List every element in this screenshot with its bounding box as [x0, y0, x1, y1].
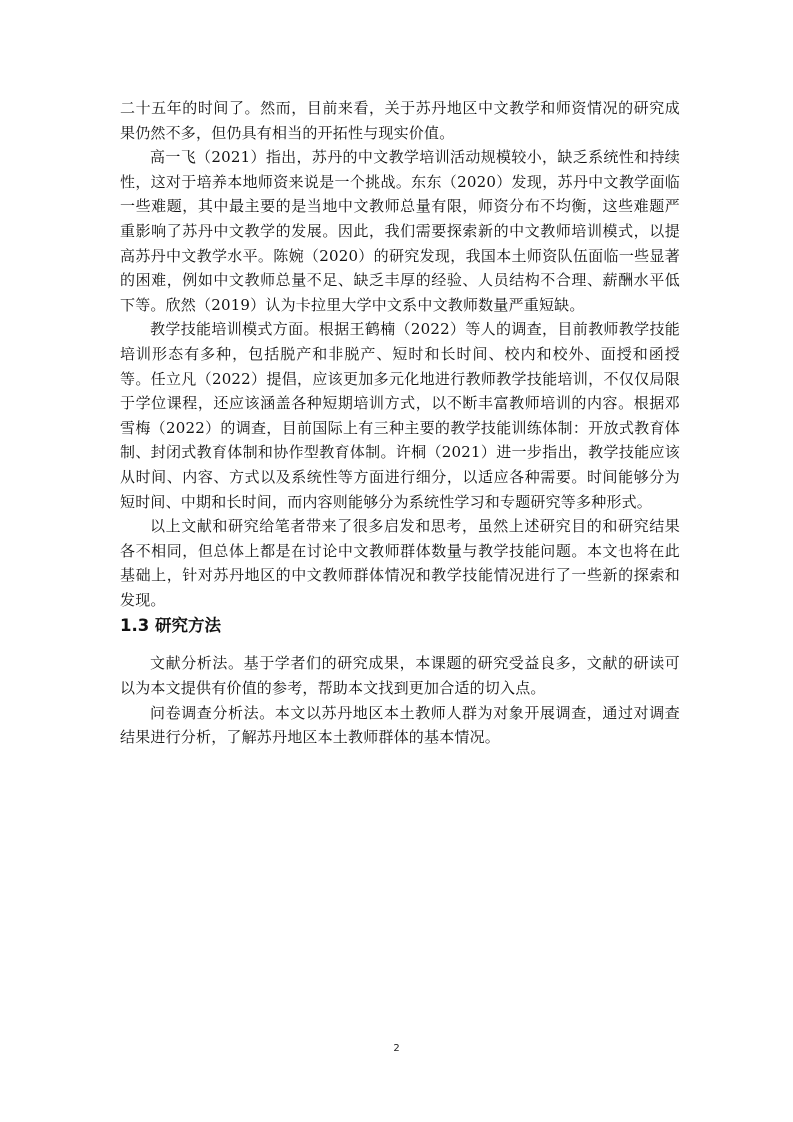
- paragraph-questionnaire-analysis: 问卷调查分析法。本文以苏丹地区本土教师人群为对象开展调查，通过对调查结果进行分析，了解苏丹地区本土教师群体的基本情况。: [120, 703, 680, 747]
- section-heading-research-methods: 1.3 研究方法: [120, 616, 221, 636]
- paragraph-teacher-shortage-review: 高一飞（2021）指出，苏丹的中文教学培训活动规模较小，缺乏系统性和持续性，这对于培养本地师资来说是一个挑战。东东（2020）发现，苏丹中文教学面临一些难题，其中最主要的是当地中文教师总量有限，师资分布不均衡，这些难题严重影响了苏丹中文教学的发展。因此，我们需要探索新的中文教师培训模式，以提高苏丹中文教学水平。陈婉（2020）的研究发现，我国本土师资队伍面临一些显著的困难，例如中文教师总量不足、缺乏丰厚的经验、人员结构不合理、薪酬水平低下等。欣然（2019）认为卡拉里大学中文系中文教师数量严重短缺。: [120, 148, 680, 314]
- paragraph-literature-analysis: 文献分析法。基于学者们的研究成果，本课题的研究受益良多，文献的研读可以为本文提供有价值的参考，帮助本文找到更加合适的切入点。: [120, 654, 680, 698]
- page-number: 2: [393, 1043, 400, 1054]
- paragraph-training-modes-review: 教学技能培训模式方面。根据王鹤楠（2022）等人的调查，目前教师教学技能培训形态有多种，包括脱产和非脱产、短时和长时间、校内和校外、面授和函授等。任立凡（2022）提倡，应该更加多元化地进行教师教学技能培训，不仅仅局限于学位课程，还应该涵盖各种短期培训方式，以不断丰富教师培训的内容。根据邓雪梅（2022）的调查，目前国际上有三种主要的教学技能训练体制：开放式教育体制、封闭式教育体制和协作型教育体制。许桐（2021）进一步指出，教学技能应该从时间、内容、方式以及系统性等方面进行细分，以适应各种需要。时间能够分为短时间、中期和长时间，而内容则能够分为系统性学习和专题研究等多种形式。: [120, 320, 680, 511]
- document-body: [120, 96, 680, 750]
- paragraph-review-summary: 以上文献和研究给笔者带来了很多启发和思考，虽然上述研究目的和研究结果各不相同，但总体上都是在讨论中文教师群体数量与教学技能问题。本文也将在此基础上，针对苏丹地区的中文教师群体情况和教学技能情况进行了一些新的探索和发现。: [120, 517, 680, 609]
- paragraph-continuation: 二十五年的时间了。然而，目前来看，关于苏丹地区中文教学和师资情况的研究成果仍然不多，但仍具有相当的开拓性与现实价值。: [120, 99, 680, 142]
